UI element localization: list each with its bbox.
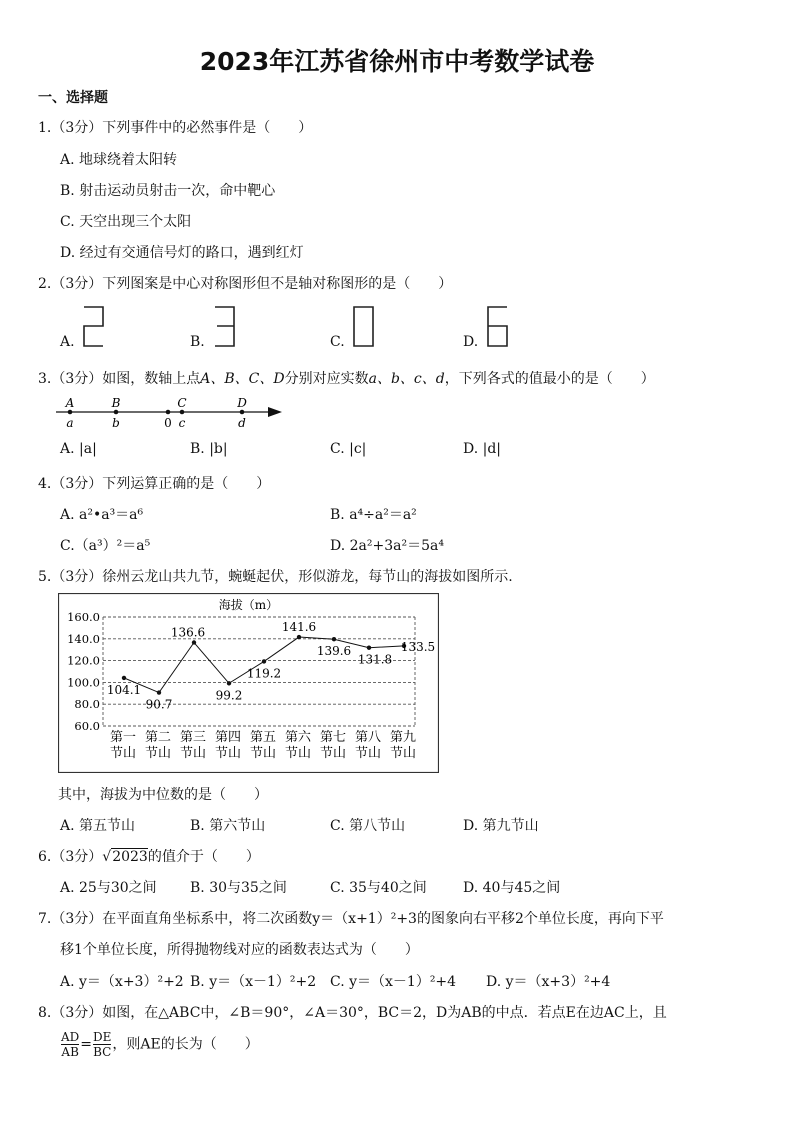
x-tick-label: 节山 (284, 746, 312, 761)
q7-option-c: C. y＝（x－1）²+4 (330, 974, 457, 990)
data-label: 119.2 (246, 666, 282, 681)
q4-option-c: C.（a³）²＝a⁵ (60, 538, 151, 554)
question-4-stem: 4.（3分）下列运算正确的是（ ） (38, 476, 271, 492)
data-point (297, 635, 301, 639)
data-label: 139.6 (316, 644, 352, 659)
q3-stem-post: ，下列各式的值最小的是（ ） (444, 371, 655, 387)
q5-option-a: A. 第五节山 (60, 818, 136, 834)
q2-option-d: D. (463, 334, 479, 350)
x-tick-label: 节山 (144, 746, 172, 761)
y-tick-label: 160.0 (67, 610, 100, 624)
question-3-stem (38, 368, 655, 388)
q1-option-c: C. 天空出现三个太阳 (60, 214, 192, 230)
q6-option-b: B. 30与35之间 (190, 880, 287, 896)
y-tick-label: 80.0 (74, 697, 100, 712)
q6-stem-post: 的值介于（ ） (147, 849, 260, 865)
x-tick-label: 第三 (179, 730, 207, 745)
x-tick-label: 节山 (389, 746, 417, 761)
data-point (367, 646, 371, 650)
data-label: 136.6 (170, 625, 206, 640)
y-tick-label: 60.0 (74, 719, 100, 733)
q2-option-b: B. (190, 334, 205, 350)
data-point (262, 659, 266, 663)
x-tick-label: 第九 (389, 730, 417, 745)
label-upper-a: A (65, 396, 75, 410)
q1-option-a: A. 地球绕着太阳转 (60, 152, 178, 168)
data-label: 104.1 (106, 682, 142, 697)
point-c-dot (180, 410, 185, 415)
label-zero: 0 (164, 416, 172, 430)
question-7-line2: 移1个单位长度，所得抛物线对应的函数表达式为（ ） (60, 942, 419, 958)
q5-option-b: B. 第六节山 (190, 818, 266, 834)
section-heading: 一、选择题 (38, 90, 108, 106)
point-a-dot (68, 410, 73, 415)
number-line-arrow (268, 407, 282, 417)
q6-radicand: 2023 (112, 849, 148, 865)
q2-option-a: A. (60, 334, 75, 350)
question-2-stem: 2.（3分）下列图案是中心对称图形但不是轴对称图形的是（ ） (38, 276, 453, 292)
y-tick-label: 120.0 (67, 653, 100, 668)
data-label: 131.8 (357, 652, 393, 667)
q3-stem-mid: 分别对应实数 (284, 371, 369, 387)
q2-option-c: C. (330, 334, 345, 350)
q3-points: A、B、C、D (200, 371, 285, 387)
data-label: 90.7 (145, 697, 173, 712)
q3-option-d: D. |d| (463, 441, 502, 457)
q4-option-b: B. a⁴÷a²＝a² (330, 507, 417, 523)
point-b-dot (114, 410, 119, 415)
point-d-dot (240, 410, 245, 415)
question-6-stem (38, 846, 260, 866)
x-tick-label: 第二 (144, 730, 172, 745)
question-1-stem: 1.（3分）下列事件中的必然事件是（ ） (38, 120, 313, 136)
y-tick-label: 140.0 (67, 631, 100, 646)
data-point (332, 637, 336, 641)
question-7-line1: 7.（3分）在平面直角坐标系中，将二次函数y＝（x+1）²+3的图象向右平移2个单位长度，再向下平 (38, 911, 664, 927)
data-point (227, 681, 231, 685)
x-tick-label: 节山 (179, 746, 207, 761)
data-label: 99.2 (215, 688, 243, 703)
digit-six-figure (486, 305, 510, 349)
page-title: 2023年江苏省徐州市中考数学试卷 (199, 47, 595, 76)
fraction-de-bc (93, 1030, 111, 1059)
digit-two-figure (82, 305, 106, 349)
data-label: 133.5 (400, 639, 436, 654)
q1-option-d: D. 经过有交通信号灯的路口，遇到红灯 (60, 245, 304, 261)
q7-option-b: B. y＝（x－1）²+2 (190, 974, 317, 990)
label-lower-b: b (112, 416, 120, 430)
y-tick-label: 100.0 (67, 675, 100, 690)
q6-option-a: A. 25与30之间 (60, 880, 157, 896)
x-tick-label: 第四 (214, 730, 242, 745)
x-tick-label: 节山 (354, 746, 382, 761)
q3-vars: a、b、c、d (368, 371, 445, 387)
q7-option-d: D. y＝（x+3）²+4 (486, 974, 611, 990)
altitude-line-chart (58, 593, 439, 773)
q6-option-d: D. 40与45之间 (463, 880, 561, 896)
x-tick-label: 第五 (249, 730, 277, 745)
equals-sign: = (80, 1036, 93, 1053)
digit-three-figure (213, 305, 237, 349)
x-tick-label: 节山 (319, 746, 347, 761)
q6-stem-pre: 6.（3分） (38, 849, 103, 865)
q3-stem-pre: 3.（3分）如图，数轴上点 (38, 371, 201, 387)
data-point (157, 690, 161, 694)
label-upper-d: D (237, 396, 247, 410)
frac1-denominator: AB (61, 1045, 79, 1059)
q4-option-d: D. 2a²+3a²＝5a⁴ (330, 538, 444, 554)
number-line-figure (50, 393, 290, 433)
x-tick-label: 第七 (319, 730, 347, 745)
fraction-ad-ab (61, 1030, 79, 1059)
x-tick-label: 第一 (109, 730, 137, 745)
label-upper-c: C (177, 396, 187, 410)
q3-option-c: C. |c| (330, 441, 367, 457)
q6-option-c: C. 35与40之间 (330, 880, 427, 896)
q5-option-c: C. 第八节山 (330, 818, 406, 834)
question-5-stem: 5.（3分）徐州云龙山共九节，蜿蜒起伏，形似游龙，每节山的海拔如图所示. (38, 569, 513, 585)
q8-line2-post: ，则AE的长为（ ） (112, 1036, 259, 1053)
x-tick-label: 节山 (249, 746, 277, 761)
label-lower-c: c (178, 416, 186, 430)
frac1-numerator: AD (61, 1030, 80, 1044)
q1-option-b: B. 射击运动员射击一次，命中靶心 (60, 183, 276, 199)
digit-zero-figure (352, 305, 376, 349)
frac2-denominator: BC (93, 1045, 112, 1059)
chart-title: 海拔（m） (218, 598, 279, 612)
label-upper-b: B (111, 396, 121, 410)
data-point (192, 640, 196, 644)
x-tick-label: 第六 (284, 730, 312, 745)
question-8-line1: 8.（3分）如图，在△ABC中，∠B＝90°，∠A＝30°，BC＝2，D为AB的中点．若点E在边AC上，且 (38, 1005, 667, 1021)
frac2-numerator: DE (93, 1030, 112, 1044)
q4-option-a: A. a²•a³＝a⁶ (60, 507, 144, 523)
x-tick-label: 节山 (214, 746, 242, 761)
x-tick-label: 第八 (354, 730, 382, 745)
data-label: 141.6 (281, 620, 317, 635)
q7-option-a: A. y＝（x+3）²+2 (60, 974, 184, 990)
data-point (122, 676, 126, 680)
q3-option-a: A. |a| (60, 441, 97, 457)
question-5-followup: 其中，海拔为中位数的是（ ） (58, 787, 268, 803)
label-lower-d: d (238, 416, 246, 430)
origin-dot (166, 410, 171, 415)
label-lower-a: a (66, 416, 74, 430)
x-tick-label: 节山 (109, 746, 137, 761)
q3-option-b: B. |b| (190, 441, 228, 457)
question-8-line2 (60, 1030, 259, 1059)
sqrt-icon: √ (102, 849, 112, 865)
q5-option-d: D. 第九节山 (463, 818, 539, 834)
